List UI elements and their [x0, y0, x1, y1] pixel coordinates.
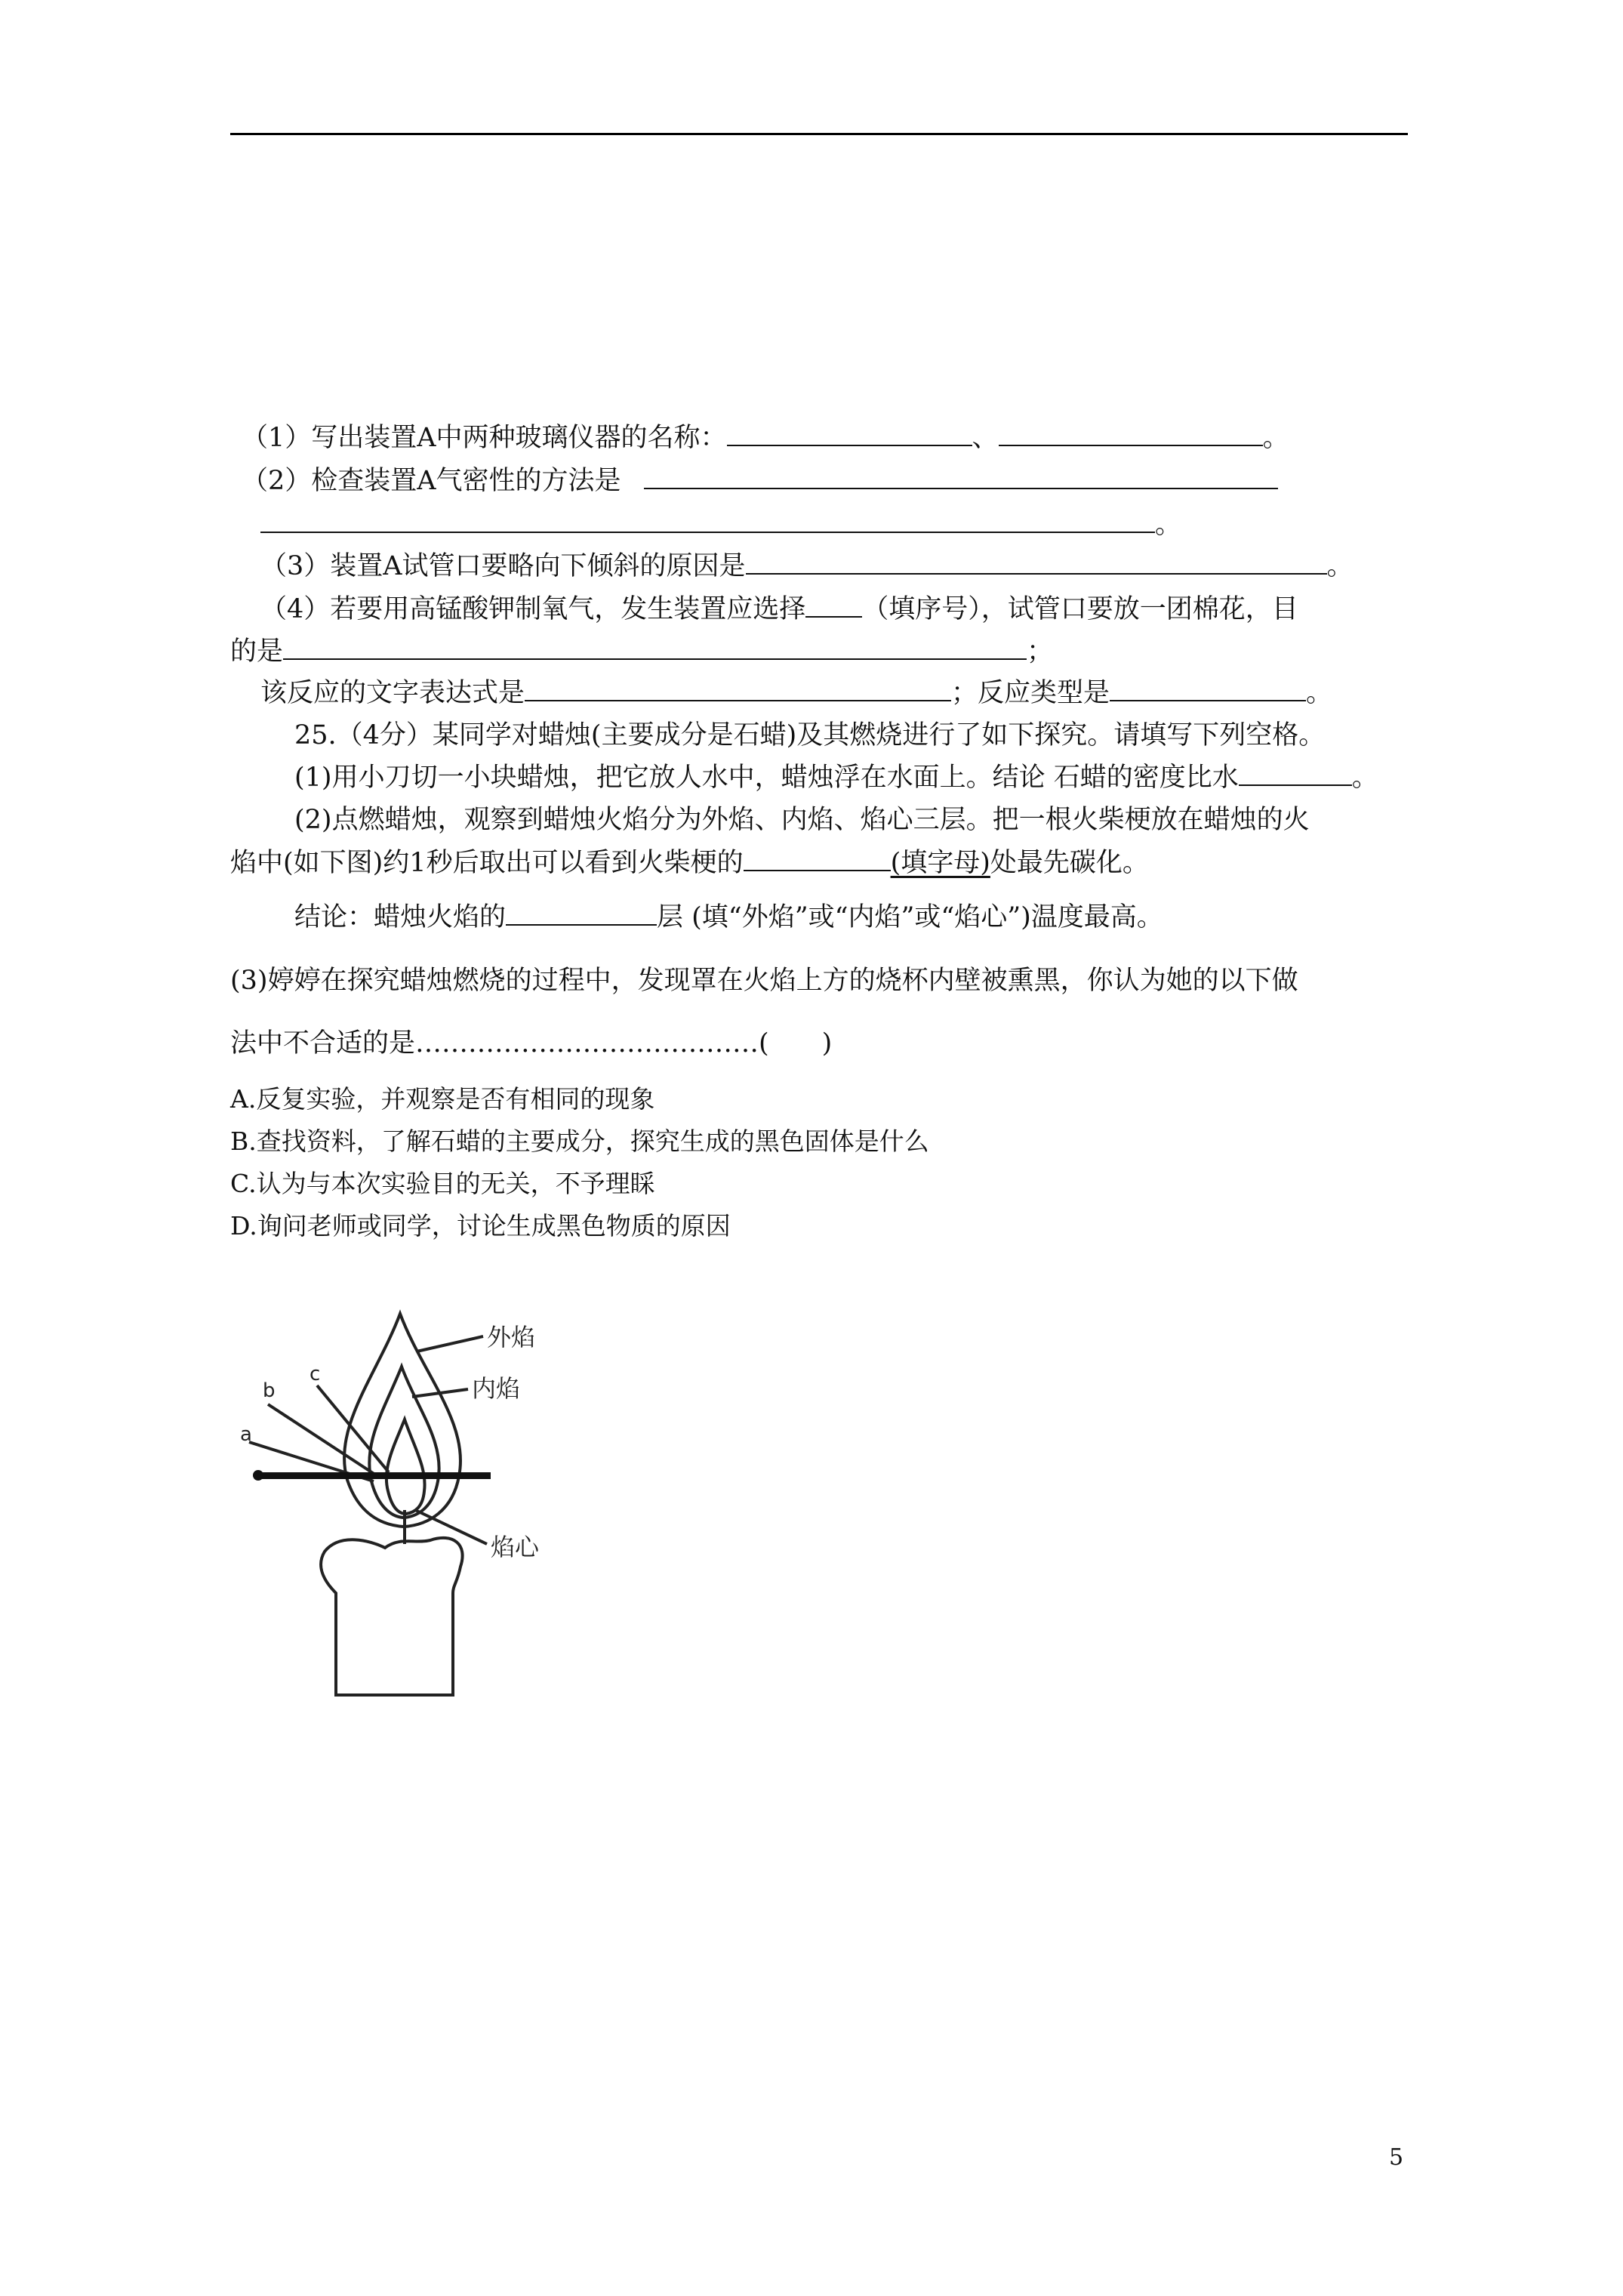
label-a: a	[240, 1423, 252, 1446]
q24-part1-text: （1）写出装置A中两种玻璃仪器的名称：	[242, 423, 727, 453]
q25-part2-line1	[294, 802, 1310, 838]
label-c: c	[310, 1363, 321, 1385]
q25-intro-text: 25.（4分）某同学对蜡烛(主要成分是石蜡)及其燃烧进行了如下探究。请填写下列空格。	[294, 720, 1326, 750]
option-c	[230, 1166, 655, 1202]
period: 。	[1351, 763, 1378, 793]
period: 。	[1262, 423, 1289, 453]
answer-blank[interactable]	[744, 844, 891, 871]
option-d-text: D.询问老师或同学，讨论生成黑色物质的原因	[230, 1211, 731, 1240]
option-a-text: A.反复实验，并观察是否有相同的现象	[230, 1084, 655, 1114]
q24-part4-text-mid: （填序号），试管口要放一团棉花，目	[862, 594, 1298, 624]
fill-hint: (填字母)	[890, 848, 990, 878]
label-b: b	[263, 1379, 276, 1402]
answer-blank[interactable]	[999, 419, 1263, 446]
matchstick-end	[253, 1470, 263, 1481]
period: 。	[1155, 510, 1182, 540]
conclusion-end: 层 (填“外焰”或“内焰”或“焰心”)温度最高。	[657, 902, 1163, 932]
label-flame-core: 焰心	[491, 1533, 540, 1561]
candle-body	[321, 1538, 462, 1695]
q25-part2-line2	[230, 844, 1149, 881]
q25-part2-text: (2)点燃蜡烛，观察到蜡烛火焰分为外焰、内焰、焰心三层。把一根火柴梗放在蜡烛的火	[294, 805, 1310, 835]
answer-blank[interactable]	[727, 419, 972, 446]
semicolon: ；	[1027, 636, 1054, 667]
q25-part1	[294, 759, 1378, 796]
q24-part4-text: （4）若要用高锰酸钾制氧气，发生装置应选择	[260, 594, 806, 624]
answer-blank[interactable]	[1110, 674, 1306, 701]
page-number: 5	[1389, 2144, 1404, 2171]
q24-part4-text-mid: ；反应类型是	[951, 678, 1110, 708]
q25-part1-text: (1)用小刀切一小块蜡烛，把它放人水中，蜡烛浮在水面上。结论 石蜡的密度比水	[294, 763, 1239, 793]
inner-flame-outline	[369, 1367, 439, 1518]
answer-blank[interactable]	[1239, 759, 1352, 786]
q25-part3-line2	[230, 1025, 832, 1062]
answer-blank[interactable]	[746, 547, 1327, 575]
q24-part2-text: （2）检查装置A气密性的方法是	[242, 466, 621, 496]
header-rule	[230, 133, 1408, 135]
q24-part3	[260, 547, 1354, 584]
q24-part4-line1	[260, 590, 1298, 627]
conclusion-text: 结论：蜡烛火焰的	[294, 902, 507, 932]
matchstick	[257, 1472, 491, 1479]
candle-flame-diagram	[226, 1284, 619, 1706]
option-d	[230, 1208, 731, 1244]
period: 。	[1306, 678, 1333, 708]
option-c-text: C.认为与本次实验目的无关，不予理睬	[230, 1169, 655, 1198]
q24-part4-text: 的是	[230, 636, 284, 667]
option-b	[230, 1123, 929, 1160]
option-a	[230, 1081, 654, 1117]
answer-blank[interactable]	[644, 462, 1278, 489]
leader-line-outer	[417, 1336, 483, 1351]
option-b-text: B.查找资料，了解石蜡的主要成分，探究生成的黑色固体是什么	[230, 1126, 929, 1156]
q24-part4-text: 该反应的文字表达式是	[260, 678, 525, 708]
q25-conclusion	[294, 898, 1163, 935]
q25-part2-text: 焰中(如下图)约1秒后取出可以看到火柴梗的	[230, 848, 744, 878]
q24-part4-line2	[230, 633, 1053, 670]
answer-blank[interactable]	[506, 898, 657, 926]
q25-part3-text: 法中不合适的是…………………………………( )	[230, 1028, 833, 1059]
label-outer-flame: 外焰	[487, 1323, 536, 1351]
q25-part2-end: 处最先碳化。	[990, 848, 1149, 878]
q25-part3-text: (3)婷婷在探究蜡烛燃烧的过程中，发现罩在火焰上方的烧杯内壁被熏黑，你认为她的以下做	[230, 966, 1298, 996]
label-inner-flame: 内焰	[472, 1374, 521, 1403]
answer-blank[interactable]	[805, 590, 862, 618]
q24-part1	[242, 419, 1289, 456]
period: 。	[1326, 551, 1354, 581]
q24-part4-line3	[260, 674, 1332, 711]
q25-intro	[294, 717, 1325, 754]
answer-blank[interactable]	[525, 674, 951, 701]
q25-part3-line1	[230, 963, 1298, 999]
q24-part2-cont	[260, 506, 1181, 543]
separator: 、	[972, 423, 999, 453]
answer-blank[interactable]	[283, 633, 1027, 660]
q24-part3-text: （3）装置A试管口要略向下倾斜的原因是	[260, 551, 746, 581]
flame-core-outline	[387, 1419, 425, 1514]
answer-blank[interactable]	[260, 506, 1155, 533]
q24-part2	[242, 462, 1278, 499]
